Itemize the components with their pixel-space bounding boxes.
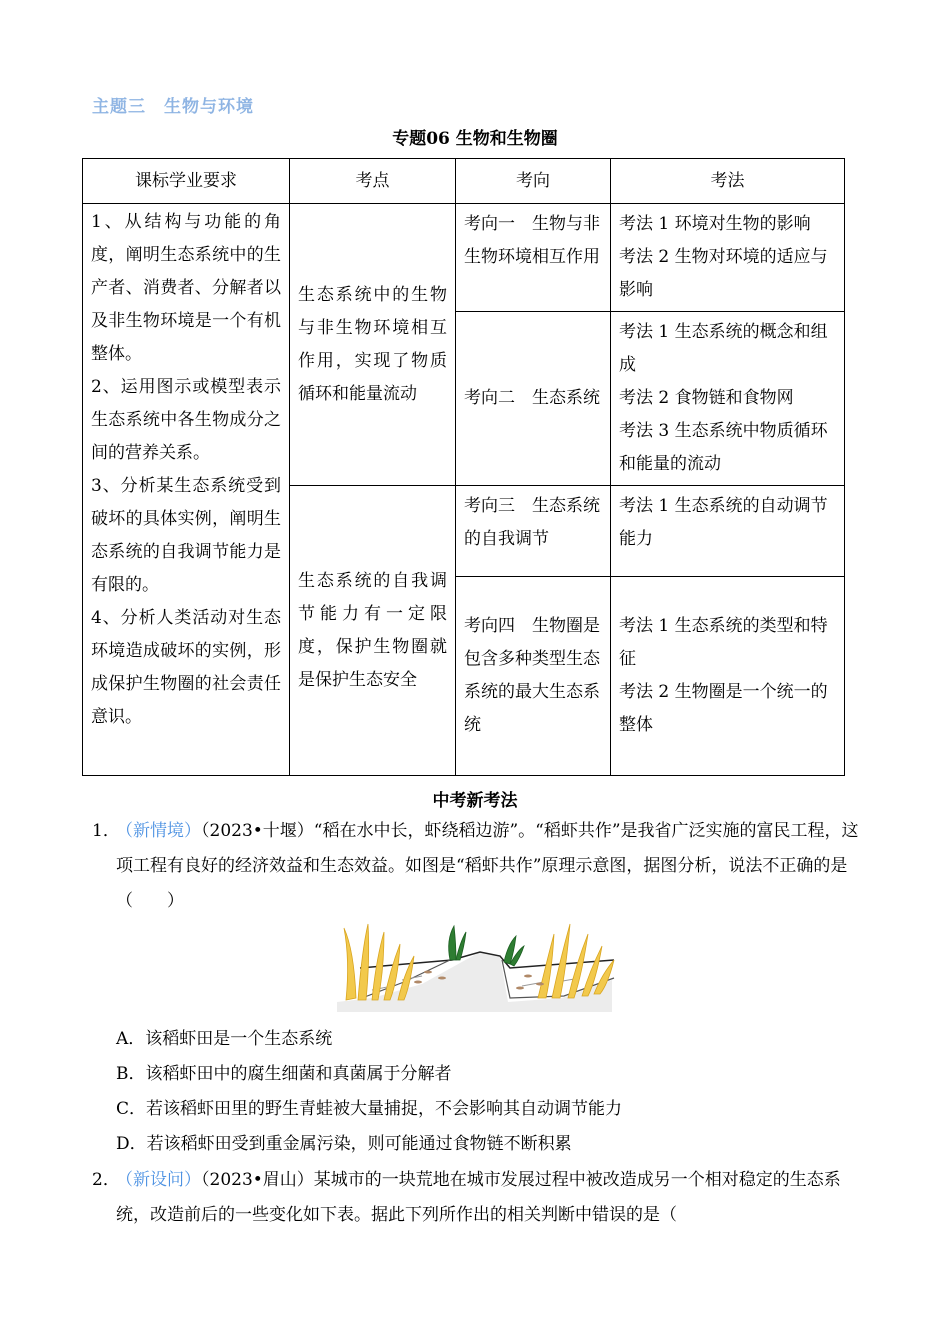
kaofa-item: 考法 2 生物对环境的适应与影响 — [619, 247, 828, 300]
option-d[interactable]: D．若该稻虾田受到重金属污染，则可能通过食物链不断积累 — [116, 1134, 572, 1154]
question-stem: （2023•眉山）某城市的一块荒地在城市发展过程中被改造成另一个相对稳定的生态系统，改造前后的一些变化如下表。据此下列所作出的相关判断中错误的是（ — [116, 1170, 841, 1225]
question-tag: （新情境） — [116, 821, 201, 841]
section-title: 中考新考法 — [432, 791, 518, 811]
kaoxiang-cell: 考向四 生物圈是包含多种类型生态系统的最大生态系统 — [456, 577, 611, 776]
kaofa-cell — [611, 577, 845, 776]
requirements-cell: 1、从结构与功能的角度，阐明生态系统中的生产者、消费者、分解者以及非生物环境是一个有机整体。 2、运用图示或模型表示生态系统中各生物成分之间的营养关系。 3、分析某生态系统受到破坏的具体实例，阐明生态系统的自我调节能力是有限的。 4、分析人类活动对生态环境造成破坏的实例，形成保护生物圈的社会责任意识。 — [83, 204, 290, 776]
question-number: 1． — [92, 821, 120, 841]
option-a[interactable]: A．该稻虾田是一个生态系统 — [116, 1029, 333, 1049]
question-number: 2． — [92, 1170, 120, 1190]
table-header-row — [83, 159, 845, 204]
question-text — [116, 1163, 872, 1233]
question-tag: （新设问） — [116, 1170, 201, 1190]
kaodian-cell: 生态系统中的生物与非生物环境相互作用，实现了物质循环和能量流动 — [290, 204, 456, 486]
question-1 — [92, 814, 872, 919]
rice-shrimp-diagram — [332, 920, 617, 1024]
kaofa-item: 考法 2 生物圈是一个统一的整体 — [619, 682, 828, 735]
kaofa-item: 考法 1 生态系统的类型和特征 — [619, 616, 828, 669]
kaofa-item: 考法 2 食物链和食物网 — [619, 388, 794, 408]
kaofa-cell — [611, 486, 845, 577]
question-text — [116, 814, 872, 919]
table-row — [83, 204, 845, 312]
kaoxiang-cell: 考向三 生态系统的自我调节 — [456, 486, 611, 577]
page-title: 专题06 生物和生物圈 — [392, 129, 558, 149]
question-2 — [92, 1163, 872, 1233]
kaofa-item: 考法 1 生态系统的自动调节能力 — [619, 496, 828, 549]
kaofa-cell — [611, 204, 845, 312]
kaofa-cell — [611, 312, 845, 486]
kaodian-cell: 生态系统的自我调节能力有一定限度，保护生物圈就是保护生态安全 — [290, 486, 456, 776]
kaoxiang-cell: 考向一 生物与非生物环境相互作用 — [456, 204, 611, 312]
kaoxiang-cell: 考向二 生态系统 — [456, 312, 611, 486]
question-stem: （2023•十堰）“稻在水中长，虾绕稻边游”。“稻虾共作”是我省广泛实施的富民工程，这项工程有良好的经济效益和生态效益。如图是“稻虾共作”原理示意图，据图分析，说法不正确的是（ ） — [116, 821, 859, 911]
col-header: 课标学业要求 — [83, 159, 290, 204]
col-header: 考向 — [456, 159, 611, 204]
curriculum-table — [82, 158, 845, 776]
option-c[interactable]: C．若该稻虾田里的野生青蛙被大量捕捉，不会影响其自动调节能力 — [116, 1099, 623, 1119]
kaofa-item: 考法 1 生态系统的概念和组成 — [619, 322, 828, 375]
rice-shrimp-illustration — [332, 920, 617, 1020]
kaofa-item: 考法 1 环境对生物的影响 — [619, 214, 811, 234]
option-b[interactable]: B．该稻虾田中的腐生细菌和真菌属于分解者 — [116, 1064, 452, 1084]
kaofa-item: 考法 3 生态系统中物质循环和能量的流动 — [619, 421, 828, 474]
question-1-options — [116, 1022, 622, 1162]
col-header: 考法 — [611, 159, 845, 204]
theme-heading: 主题三 生物与环境 — [92, 97, 254, 117]
col-header: 考点 — [290, 159, 456, 204]
